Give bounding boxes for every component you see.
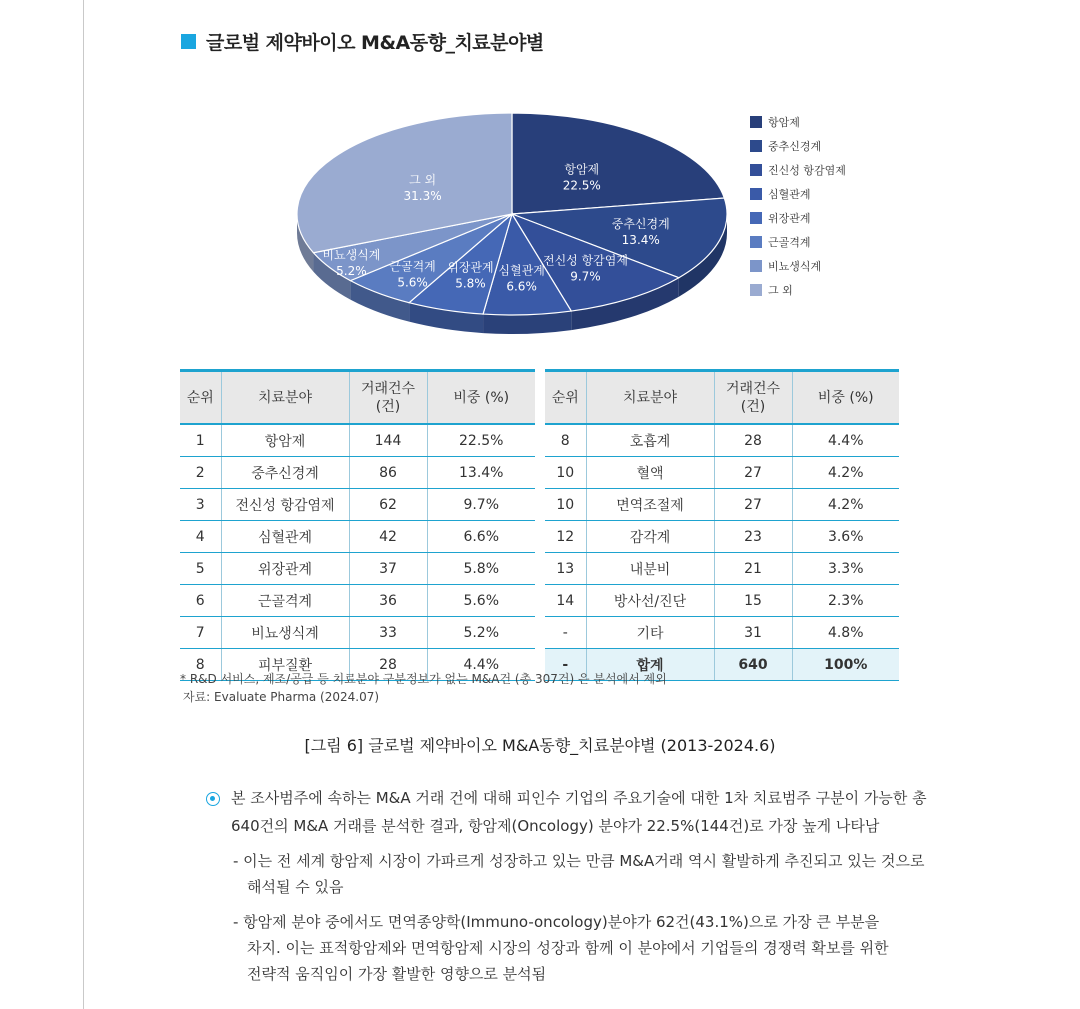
legend-swatch — [750, 164, 762, 176]
header-field: 치료분야 — [221, 371, 349, 425]
cell-share: 5.8% — [427, 553, 535, 585]
paragraph-3-line-3: 전략적 움직임이 가장 활발한 영향으로 분석됨 — [247, 965, 547, 983]
paragraph-3-line-2: 차지. 이는 표적항암제와 면역항암제 시장의 성장과 함께 이 분야에서 기업들의 경쟁력 확보를 위한 — [247, 939, 889, 957]
cell-field: 전신성 항감염제 — [221, 489, 349, 521]
legend-item-6 — [750, 254, 846, 278]
cell-count: 37 — [349, 553, 427, 585]
cell-field: 감각계 — [586, 521, 714, 553]
legend-label: 위장관계 — [768, 212, 811, 225]
legend-item-7 — [750, 278, 846, 302]
cell-count: 144 — [349, 424, 427, 457]
cell-field: 기타 — [586, 617, 714, 649]
pie-value-label-6: 5.2% — [336, 263, 367, 278]
cell-count: 31 — [714, 617, 792, 649]
pie-label-3: 심혈관계 — [498, 263, 545, 278]
pie-label-2: 전신성 항감염제 — [542, 253, 628, 268]
cell-rank: 12 — [545, 521, 586, 553]
legend-swatch — [750, 116, 762, 128]
pie-value-label-3: 6.6% — [506, 279, 537, 294]
pie-value-label-0: 22.5% — [562, 178, 601, 193]
cell-rank: - — [545, 617, 586, 649]
table-row — [545, 457, 899, 489]
cell-share: 5.6% — [427, 585, 535, 617]
legend-label: 비뇨생식계 — [768, 260, 822, 273]
header-count: 거래건수 (건) — [714, 371, 792, 425]
legend-item-5 — [750, 230, 846, 254]
chart-legend — [750, 110, 846, 302]
cell-field: 호흡계 — [586, 424, 714, 457]
figure-caption: [그림 6] 글로벌 제약바이오 M&A동향_치료분야별 (2013-2024.6) — [304, 736, 776, 755]
table-row — [180, 617, 535, 649]
cell-share: 5.2% — [427, 617, 535, 649]
cell-field: 피부질환 — [221, 649, 349, 681]
pie-value-label-2: 9.7% — [570, 269, 601, 284]
cell-rank: 2 — [180, 457, 221, 489]
table-row — [545, 424, 899, 457]
pie-label-7: 그 외 — [409, 172, 437, 187]
legend-swatch — [750, 284, 762, 296]
pie-label-5: 근골격계 — [389, 259, 436, 274]
pie-value-label-1: 13.4% — [621, 233, 660, 248]
rank-table-right — [545, 369, 899, 681]
legend-label: 그 외 — [768, 284, 793, 297]
header-count: 거래건수 (건) — [349, 371, 427, 425]
cell-count: 28 — [714, 424, 792, 457]
cell-rank: 8 — [545, 424, 586, 457]
pie-slice-0 — [512, 113, 724, 214]
cell-rank: 5 — [180, 553, 221, 585]
cell-count: 28 — [349, 649, 427, 681]
legend-swatch — [750, 188, 762, 200]
table-row — [180, 489, 535, 521]
legend-item-0 — [750, 110, 846, 134]
cell-rank: - — [545, 649, 586, 681]
pie-label-1: 중추신경계 — [611, 217, 670, 232]
pie-label-4: 위장관계 — [447, 260, 494, 275]
cell-count: 42 — [349, 521, 427, 553]
table-row — [180, 457, 535, 489]
rank-table-left — [180, 369, 535, 681]
legend-label: 근골격계 — [768, 236, 811, 249]
header-rank: 순위 — [545, 371, 586, 425]
footnote: * R&D 서비스, 제조/공급 등 치료분야 구분정보가 없는 M&A건 (총 307건) 은 분석에서 제외 — [180, 672, 667, 686]
pie-value-label-7: 31.3% — [403, 188, 442, 203]
legend-swatch — [750, 236, 762, 248]
cell-field: 근골격계 — [221, 585, 349, 617]
paragraph-3-line-1: - 항암제 분야 중에서도 면역종양학(Immuno-oncology)분야가 62건(43.1%)으로 가장 큰 부분을 — [233, 913, 880, 931]
cell-rank: 14 — [545, 585, 586, 617]
cell-field: 방사선/진단 — [586, 585, 714, 617]
table-row — [180, 521, 535, 553]
table-row — [545, 553, 899, 585]
legend-swatch — [750, 212, 762, 224]
circle-bullet-icon — [206, 792, 220, 806]
cell-share: 4.4% — [427, 649, 535, 681]
paragraph-1-line-2: 640건의 M&A 거래를 분석한 결과, 항암제(Oncology) 분야가 22.5%(144건)로 가장 높게 나타남 — [231, 817, 880, 835]
cell-share: 6.6% — [427, 521, 535, 553]
cell-count: 23 — [714, 521, 792, 553]
cell-field: 혈액 — [586, 457, 714, 489]
cell-field: 내분비 — [586, 553, 714, 585]
table-row — [545, 489, 899, 521]
cell-count: 27 — [714, 457, 792, 489]
cell-share: 4.2% — [792, 489, 899, 521]
paragraph-2-line-2: 해석될 수 있음 — [247, 878, 344, 896]
legend-item-3 — [750, 182, 846, 206]
cell-rank: 3 — [180, 489, 221, 521]
cell-field: 심혈관계 — [221, 521, 349, 553]
pie-chart — [0, 0, 1080, 369]
cell-rank: 1 — [180, 424, 221, 457]
header-share: 비중 (%) — [792, 371, 899, 425]
legend-label: 중추신경계 — [768, 140, 822, 153]
cell-field: 합계 — [586, 649, 714, 681]
cell-share: 2.3% — [792, 585, 899, 617]
table-row — [180, 553, 535, 585]
pie-value-label-4: 5.8% — [455, 276, 486, 291]
header-rank: 순위 — [180, 371, 221, 425]
cell-count: 62 — [349, 489, 427, 521]
cell-count: 33 — [349, 617, 427, 649]
cell-share: 100% — [792, 649, 899, 681]
cell-count: 27 — [714, 489, 792, 521]
legend-label: 심혈관계 — [768, 188, 811, 201]
cell-rank: 7 — [180, 617, 221, 649]
cell-count: 86 — [349, 457, 427, 489]
header-field: 치료분야 — [586, 371, 714, 425]
cell-share: 9.7% — [427, 489, 535, 521]
cell-rank: 8 — [180, 649, 221, 681]
source-note: 자료: Evaluate Pharma (2024.07) — [183, 690, 380, 704]
cell-share: 3.3% — [792, 553, 899, 585]
cell-rank: 6 — [180, 585, 221, 617]
cell-share: 3.6% — [792, 521, 899, 553]
cell-share: 4.2% — [792, 457, 899, 489]
cell-count: 21 — [714, 553, 792, 585]
pie-label-0: 항암제 — [564, 162, 600, 177]
cell-count: 36 — [349, 585, 427, 617]
header-share: 비중 (%) — [427, 371, 535, 425]
cell-share: 22.5% — [427, 424, 535, 457]
cell-rank: 13 — [545, 553, 586, 585]
cell-share: 4.8% — [792, 617, 899, 649]
table-row — [545, 617, 899, 649]
table-row — [180, 424, 535, 457]
paragraph-1-line-1: 본 조사범주에 속하는 M&A 거래 건에 대해 피인수 기업의 주요기술에 대한 1차 치료범주 구분이 가능한 총 — [231, 789, 927, 807]
cell-count: 640 — [714, 649, 792, 681]
table-row — [545, 585, 899, 617]
table-row — [180, 585, 535, 617]
cell-rank: 10 — [545, 457, 586, 489]
legend-swatch — [750, 260, 762, 272]
paragraph-2-line-1: - 이는 전 세계 항암제 시장이 가파르게 성장하고 있는 만큼 M&A거래 역시 활발하게 추진되고 있는 것으로 — [233, 852, 925, 870]
legend-item-4 — [750, 206, 846, 230]
cell-field: 면역조절제 — [586, 489, 714, 521]
cell-rank: 4 — [180, 521, 221, 553]
legend-swatch — [750, 140, 762, 152]
legend-item-1 — [750, 134, 846, 158]
pie-label-6: 비뇨생식계 — [322, 247, 381, 262]
cell-rank: 10 — [545, 489, 586, 521]
cell-field: 위장관계 — [221, 553, 349, 585]
pie-value-label-5: 5.6% — [397, 275, 428, 290]
table-row — [545, 521, 899, 553]
cell-count: 15 — [714, 585, 792, 617]
cell-share: 13.4% — [427, 457, 535, 489]
legend-label: 진신성 항감염제 — [768, 164, 846, 177]
legend-item-2 — [750, 158, 846, 182]
cell-field: 항암제 — [221, 424, 349, 457]
chart-title-text: 글로벌 제약바이오 M&A동향_치료분야별 — [206, 32, 544, 54]
cell-field: 비뇨생식계 — [221, 617, 349, 649]
legend-label: 항암제 — [768, 116, 800, 129]
cell-share: 4.4% — [792, 424, 899, 457]
cell-field: 중추신경계 — [221, 457, 349, 489]
